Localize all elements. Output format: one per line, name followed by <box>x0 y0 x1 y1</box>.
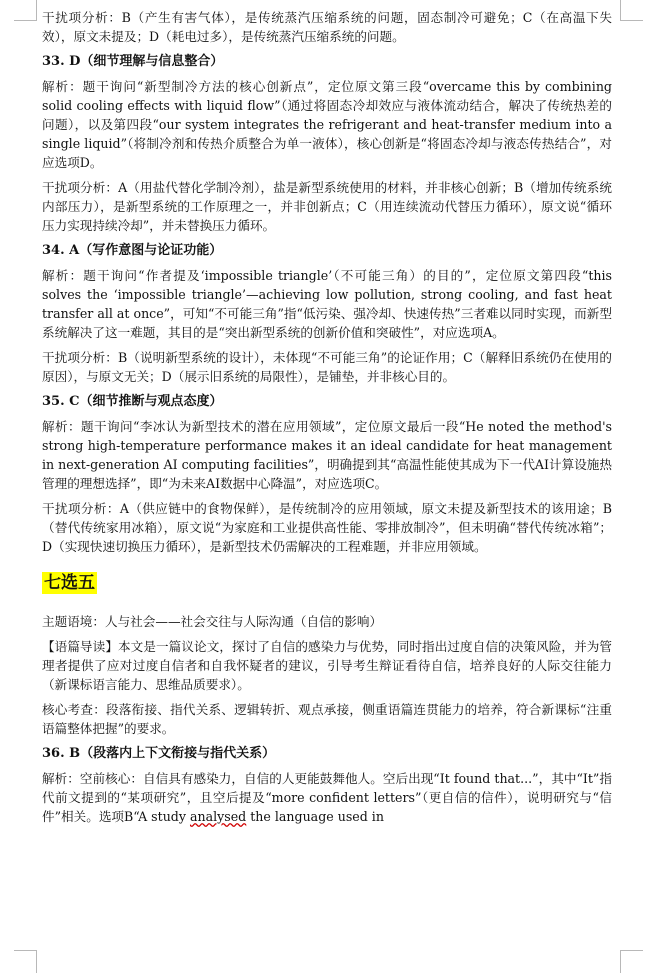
q35-heading: 35. C（细节推断与观点态度） <box>42 394 223 409</box>
crop-mark-top-left <box>14 0 37 21</box>
q36-analysis-part2: the language used in <box>246 809 384 824</box>
section-title-highlight: 七选五 <box>44 573 95 593</box>
q34-heading: 34. A（写作意图与论证功能） <box>42 243 223 258</box>
document-body <box>42 8 612 832</box>
crop-mark-bottom-right <box>620 950 643 973</box>
q36-analysis <box>42 769 612 826</box>
q33-analysis: 解析：题干询问“新型制冷方法的核心创新点”，定位原文第三段“overcame this by combining solid cooling effects with liquid flow”（通过将固态冷却效应与液体流动结合，解决了传统热差的问题），以及第四段“our system integrates the refrigerant and heat-transfer medium into a single liquid”（将制冷剂和传热介质整合为单一液体），核心创新是“将固态冷却与液态传热结合”，对应选项D。 <box>42 79 612 170</box>
core-focus: 核心考查：段落衔接、指代关系、逻辑转折、观点承接，侧重语篇连贯能力的培养，符合新课标“注重语篇整体把握”的要求。 <box>42 702 612 736</box>
q33-heading: 33. D（细节理解与信息整合） <box>42 54 224 69</box>
passage-intro: 【语篇导读】本文是一篇议论文，探讨了自信的感染力与优势，同时指出过度自信的决策风险，并为管理者提供了应对过度自信者和自我怀疑者的建议，引导考生辩证看待自信，培养良好的人际交往能力（新课标语言能力、思维品质要求）。 <box>42 639 612 692</box>
q34-distractor-analysis: 干扰项分析：B（说明新型系统的设计），未体现“不可能三角”的论证作用；C（解释旧系统仍在使用的原因），与原文无关；D（展示旧系统的局限性），是铺垫，并非核心目的。 <box>42 350 612 384</box>
crop-mark-top-right <box>620 0 643 21</box>
q36-heading: 36. B（段落内上下文衔接与指代关系） <box>42 746 276 761</box>
q36-analysis-part1: 解析：空前核心：自信具有感染力，自信的人更能鼓舞他人。空后出现“It found that...”，其中“It”指代前文提到的“某项研究”，且空后提及“more confident letters”（更自信的信件），说明研究与“信件”相关。选项B“A study <box>42 771 612 824</box>
q34-analysis: 解析：题干询问“作者提及‘impossible triangle’（不可能三角）的目的”，定位原文第四段“this solves the ‘impossible triangle’—achieving low pollution, strong cooling, and fast heat transfer all at once”，可知“不可能三角”指“低污染、强冷却、快速传热”三者难以同时实现，而新型系统解决了这一难题，其目的是“突出新型系统的创新价值和突破性”，对应选项A。 <box>42 268 612 340</box>
spellcheck-underlined-word: analysed <box>189 809 247 824</box>
q33-distractor-analysis: 干扰项分析：A（用盐代替化学制冷剂），盐是新型系统使用的材料，并非核心创新；B（增加传统系统内部压力），是新型系统的工作原理之一，并非创新点；C（用连续流动代替压力循环），原文说“循环压力实现持续冷却”，并未替换压力循环。 <box>42 180 612 233</box>
theme-context: 主题语境：人与社会——社会交往与人际沟通（自信的影响） <box>42 614 383 629</box>
q35-analysis: 解析：题干询问“李冰认为新型技术的潜在应用领域”，定位原文最后一段“He noted the method's strong high-temperature performance makes it an ideal candidate for heat management in next-generation AI computing facilities”，明确提到其“高温性能使其成为下一代AI计算设施热管理的理想选择”，即“为未来AI数据中心降温”，对应选项C。 <box>42 419 612 491</box>
section-title <box>42 570 612 596</box>
q32-distractor-analysis: 干扰项分析：B（产生有害气体），是传统蒸汽压缩系统的问题，固态制冷可避免；C（在高温下失效），原文未提及；D（耗电过多），是传统蒸汽压缩系统的问题。 <box>42 10 612 44</box>
crop-mark-bottom-left <box>14 950 37 973</box>
q35-distractor-analysis: 干扰项分析：A（供应链中的食物保鲜），是传统制冷的应用领域，原文未提及新型技术的该用途；B（替代传统家用冰箱），原文说“为家庭和工业提供高性能、零排放制冷”，但未明确“替代传统冰箱”；D（实现快速切换压力循环），是新型技术仍需解决的工程难题，并非应用领域。 <box>42 501 612 554</box>
